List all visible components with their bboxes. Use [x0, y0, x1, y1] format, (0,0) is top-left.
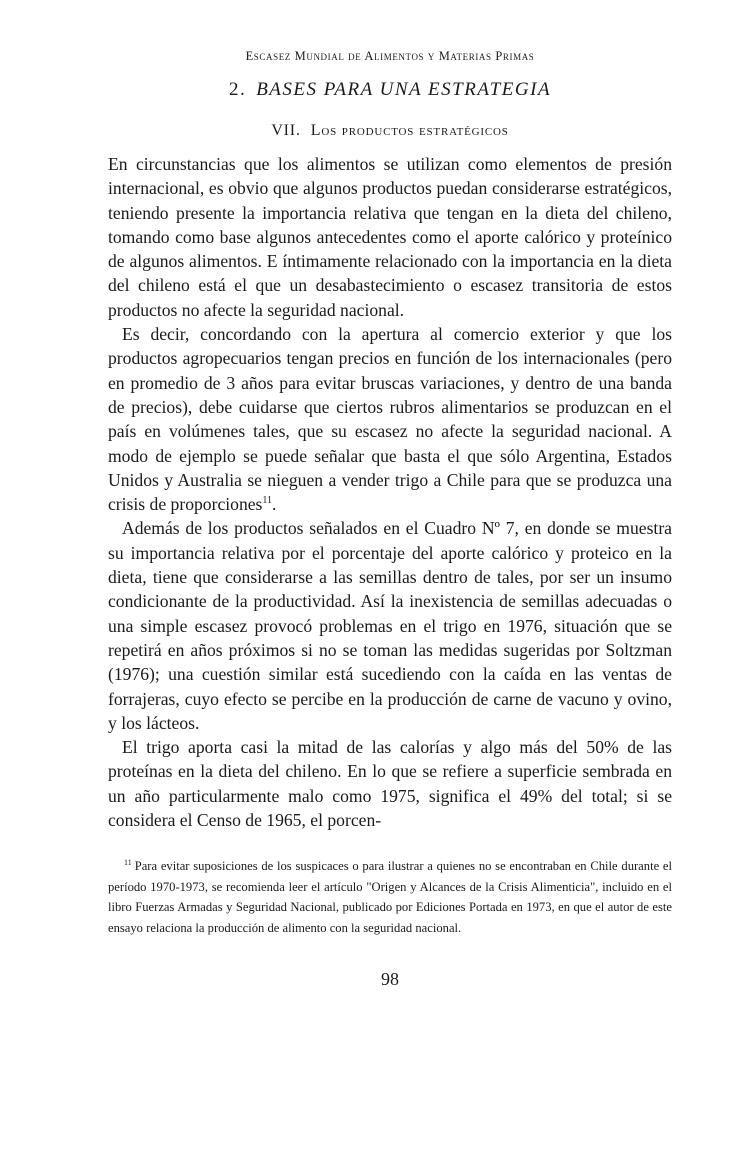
running-head: Escasez Mundial de Alimentos y Materias Primas: [245, 49, 535, 63]
paragraph-4: El trigo aporta casi la mitad de las calorías y algo más del 50% de las proteínas en la dieta del chileno. En lo que se refiere a superficie sembrada en un año particularmente malo como 1975, significa el 49% del total; si se considera el Censo de 1965, el porcen-: [108, 737, 672, 831]
paragraph-3: Además de los productos señalados en el Cuadro Nº 7, en donde se muestra su importancia relativa por el porcentaje del aporte calórico y proteico en la dieta, tiene que considerarse a las semillas dentro de tales, por ser un insumo condicionante de la productividad. Así la inexistencia de semillas adecuadas o una simple escasez provocó problemas en el trigo en 1976, situación que se repetirá en años próximos si no se toman las medidas sugeridas por Soltzman (1976); una cuestión similar está sucediendo con la caída en las ventas de forrajeras, cuyo efecto se percibe en la producción de carne de vacuno y ovino, y los lácteos.: [108, 518, 672, 733]
paragraph-1: En circunstancias que los alimentos se utilizan como elementos de presión internacional, es obvio que algunos productos puedan considerarse estratégicos, teniendo presente la importancia relativa que tengan en la dieta del chileno, tomando como base algunos antecedentes como el aporte calórico y proteínico de algunos alimentos. E íntimamente relacionado con la importancia en la dieta del chileno está el que un desabastecimiento o escasez transitoria de estos productos no afecte la seguridad nacional.: [108, 154, 672, 320]
section-title: [108, 78, 672, 102]
section-number: 2.: [228, 79, 247, 100]
body-text: [108, 152, 672, 832]
paragraph-2: [108, 322, 672, 516]
subsection-title: [108, 120, 672, 142]
paragraph-2-text: Es decir, concordando con la apertura al comercio exterior y que los productos agropecuarios tengan precios en función de los internacionales (pero en promedio de 3 años para evitar bruscas variaciones, y dentro de una banda de precios), debe cuidarse que ciertos rubros alimentarios se produzcan en el país en volúmenes tales, que su escasez no afecte la seguridad nacional. A modo de ejemplo se puede señalar que basta el que sólo Argentina, Estados Unidos y Australia se nieguen a vender trigo a Chile para que se produzca una crisis de proporciones: [108, 324, 672, 515]
footnote-text: Para evitar suposiciones de los suspicaces o para ilustrar a quienes no se encontraban en Chile durante el período 1970-1973, se recomienda leer el artículo "Origen y Alcances de la Crisis Alimenticia", incluido en el libro Fuerzas Armadas y Seguridad Nacional, publicado por Ediciones Portada en 1973, en que el autor de este ensayo relaciona la producción de alimento con la seguridad nacional.: [108, 859, 672, 935]
book-page: [108, 40, 672, 990]
subsection-number: VII.: [271, 122, 301, 139]
footnotes: [108, 856, 672, 938]
section-title-text: BASES PARA UNA ESTRATEGIA: [256, 79, 552, 100]
footnote: [108, 856, 672, 938]
footnote-marker: 11: [124, 858, 132, 868]
page-number: 98: [381, 969, 399, 990]
footnote-reference: 11: [262, 495, 273, 507]
subsection-title-text: Los productos estratégicos: [310, 122, 509, 139]
paragraph-2-tail: .: [272, 494, 277, 515]
